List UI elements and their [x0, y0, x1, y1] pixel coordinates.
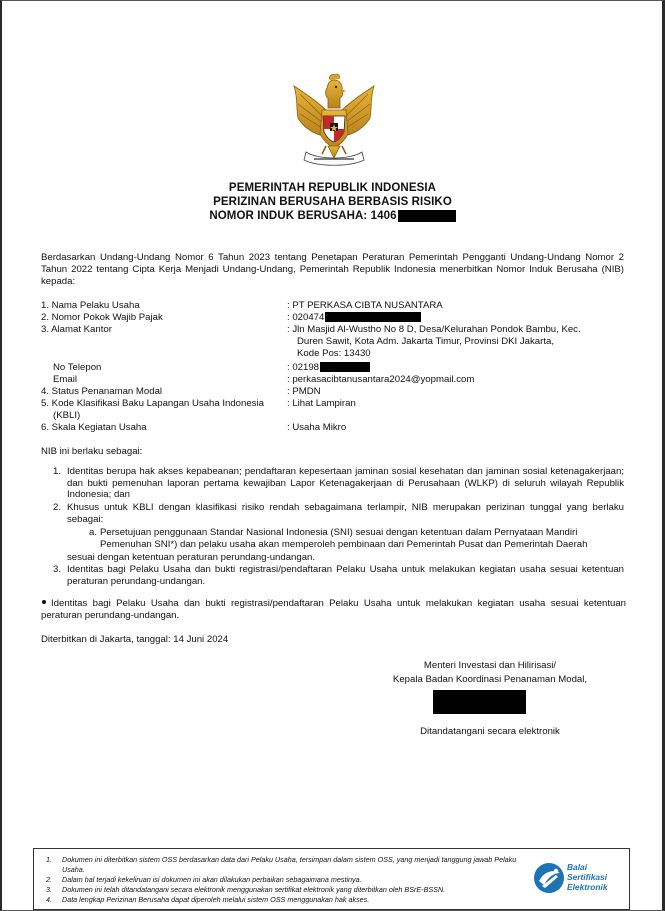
field-label: 4. Status Penanaman Modal: [41, 386, 163, 397]
list-text: Khusus untuk KBLI dengan klasifikasi risiko rendah sebagaimana terlampir, NIB merupakan perizinan tunggal yang berlaku sebagai:: [67, 502, 624, 525]
bsre-line-1: Balai: [567, 862, 588, 872]
header-government: PEMERINTAH REPUBLIK INDONESIA: [228, 182, 437, 194]
field-value: : Jln Masjid Al-Wustho No 8 D, Desa/Kelurahan Pondok Bambu, Kec.: [287, 324, 581, 335]
signer-title-2: Kepala Badan Koordinasi Penanaman Modal,: [392, 674, 588, 685]
npwp-redaction: [325, 312, 421, 322]
footer-notes-list: [46, 855, 536, 905]
bsre-line-2: Sertifikasi: [567, 872, 608, 882]
bullet-dot-icon: [42, 600, 46, 604]
signature-redaction: [433, 690, 526, 714]
bullet-text: Identitas bagi Pelaku Usaha dan bukti registrasi/pendaftaran Pelaku Usaha untuk melakukan kegiatan usaha sesuai ketentuan peraturan perundang-undangan.: [41, 598, 626, 621]
signer-title-1: Menteri Investasi dan Hilirisasi/: [423, 660, 557, 671]
list-text: Identitas berupa hak akses kepabeanan; pendaftaran kepesertaan jaminan sosial kesehatan dan jaminan sosial ketenagakerjaan; dan bukti pemenuhan laporan pertama kewajiban Lapor Ketenagakerjaan di Perusahaan (WLKP) di seluruh wilayah Republik Indonesia; dan: [67, 466, 624, 501]
footer-note-text: Data lengkap Perizinan Berusaha dapat diperoleh melalui sistem OSS menggunakan hak akses.: [62, 895, 370, 904]
field-label: 1. Nama Pelaku Usaha: [41, 300, 140, 311]
footer-note: [46, 875, 536, 885]
bsre-line-3: Elektronik: [567, 882, 608, 892]
header-permit-type: PERIZINAN BERUSAHA BERBASIS RISIKO: [213, 196, 452, 208]
telepon-prefix: : 02198: [287, 362, 320, 373]
signer-block: [360, 659, 620, 687]
telepon-redaction: [320, 362, 370, 372]
field-label: 5. Kode Klasifikasi Baku Lapangan Usaha Indonesia: [41, 398, 264, 409]
field-value: Duren Sawit, Kota Adm. Jakarta Timur, Provinsi DKI Jakarta,: [297, 336, 554, 347]
footer-note: [46, 895, 536, 905]
list-text: sesuai dengan ketentuan peraturan perundang-undangan.: [67, 552, 316, 563]
list-number: 2.: [53, 502, 62, 513]
footer-note-number: 1.: [46, 855, 52, 864]
field-value: : Usaha Mikro: [287, 422, 347, 433]
field-label: 3. Alamat Kantor: [41, 324, 112, 335]
footer-note: [46, 855, 536, 875]
footer-note-number: 2.: [46, 875, 52, 884]
npwp-prefix: : 020474: [287, 312, 325, 323]
issued-date: Diterbitkan di Jakarta, tanggal: 14 Juni 2024: [41, 634, 229, 645]
field-label: 6. Skala Kegiatan Usaha: [41, 422, 147, 433]
nib-number-prefix: NOMOR INDUK BERUSAHA: 1406: [209, 210, 397, 222]
bsre-emblem-icon: [532, 861, 566, 895]
bullet-paragraph: [41, 598, 626, 622]
nib-validity-intro: NIB ini berlaku sebagai:: [41, 446, 143, 457]
field-value: : perkasacibtanusantara2024@yopmail.com: [287, 374, 475, 385]
list-number: a.: [89, 527, 98, 538]
document-header: [0, 181, 665, 223]
field-value: : PT PERKASA CIBTA NUSANTARA: [287, 300, 443, 311]
garuda-pancasila-icon: [288, 72, 380, 168]
footer-note-number: 3.: [46, 885, 52, 894]
field-value: : PMDN: [287, 386, 321, 397]
list-text: Identitas bagi Pelaku Usaha dan bukti registrasi/pendaftaran Pelaku Usaha untuk melakukan kegiatan usaha sesuai ketentuan peraturan perundang-undangan.: [67, 564, 624, 587]
footer-note-number: 4.: [46, 895, 52, 904]
bsre-logo: [532, 861, 628, 897]
list-text: Persetujuan penggunaan Standar Nasional Indonesia (SNI) sesuai dengan ketentuan dalam Pernyataan Mandiri Pemenuhan SNI*) dan pelaku usaha akan memperoleh pembinaan dari Pemerintah Pusat dan Pemerintah Daerah: [100, 527, 588, 550]
list-number: 3.: [53, 564, 62, 575]
field-label: (KBLI): [53, 410, 81, 421]
field-label: Email: [53, 374, 77, 385]
field-value: : Lihat Lampiran: [287, 398, 356, 409]
list-number: 1.: [53, 466, 62, 477]
intro-paragraph: Berdasarkan Undang-Undang Nomor 6 Tahun 2023 tentang Penetapan Peraturan Pemerintah Pengganti Undang-Undang Nomor 2 Tahun 2022 tentang Cipta Kerja Menjadi Undang-Undang, Pemerintah Republik Indonesia menerbitkan Nomor Induk Berusaha (NIB) kepada:: [41, 252, 624, 287]
footer-note-text: Dokumen ini diterbitkan sistem OSS berdasarkan data dari Pelaku Usaha, tersimpan dalam sistem OSS, yang menjadi tanggung jawab Pelaku Usaha.: [62, 855, 517, 874]
bsre-logo-text: [567, 862, 608, 892]
footer-note-text: Dalam hal terjadi kekeliruan isi dokumen ini akan dilakukan perbaikan sebagaimana mestinya.: [62, 875, 362, 884]
field-label: No Telepon: [53, 362, 102, 373]
field-label: 2. Nomor Pokok Wajib Pajak: [41, 312, 163, 323]
footer-note-text: Dokumen ini telah ditandatangani secara elektronik menggunakan sertifikat elektronik yang diterbitkan oleh BSrE-BSSN.: [62, 885, 446, 894]
electronic-signature-note: Ditandatangani secara elektronik: [420, 726, 560, 737]
footer-note: [46, 885, 536, 895]
header-nib: [0, 209, 665, 223]
field-value: Kode Pos: 13430: [297, 348, 371, 359]
footer-notes-box: [33, 848, 630, 910]
field-value-npwp: [287, 312, 617, 324]
field-value-telepon: [287, 362, 617, 374]
nib-redaction: [398, 210, 456, 222]
